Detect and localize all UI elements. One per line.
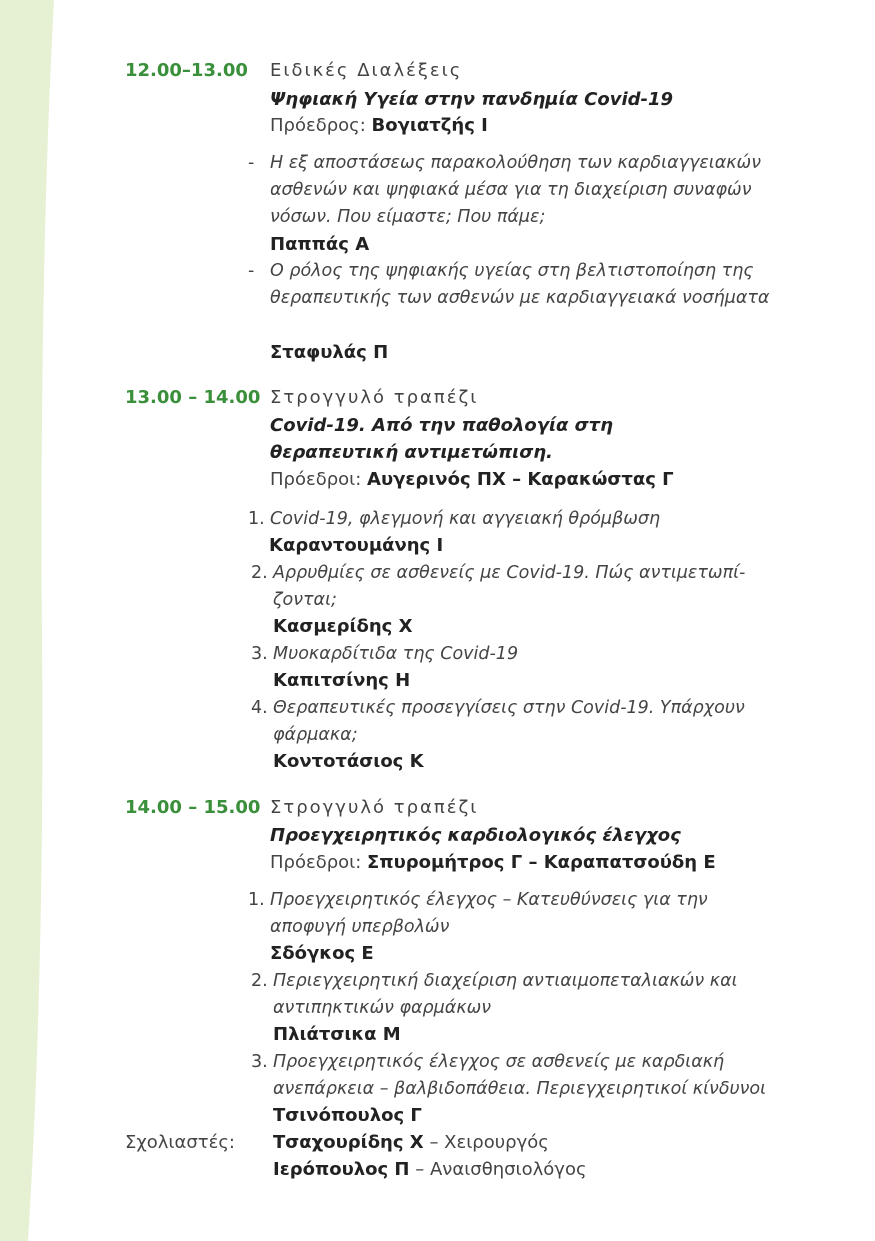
talk-number: 3. — [251, 1052, 268, 1072]
session-title: Προεγχειρητικός καρδιολογικός έλεγχος — [270, 825, 681, 846]
session-type: Ειδικές Διαλέξεις — [270, 60, 463, 81]
session-chair — [270, 469, 674, 490]
talk-number: 2. — [251, 971, 268, 991]
talk-1 — [248, 150, 790, 231]
talk-text: Περιεγχειρητική διαχείριση αντιαιμοπεταλιακών και αντιπηκτικών φαρμάκων — [273, 971, 738, 1018]
session-time: 14.00 – 15.00 — [125, 797, 261, 818]
talk-speaker: Σδόγκος Ε — [270, 943, 374, 964]
talk-text: Η εξ αποστάσεως παρακολούθηση των καρδιαγγειακών ασθενών και ψηφιακά μέσα για τη διαχείριση συναφών νόσων. Που είμαστε; Που πάμε; — [270, 153, 761, 227]
bullet-marker: - — [248, 261, 255, 281]
talk-4 — [251, 695, 783, 749]
commentator — [273, 1132, 549, 1153]
session-type: Στρογγυλό τραπέζι — [270, 797, 479, 818]
talk-1 — [248, 887, 750, 941]
commentator-role: – Αναισθησιολόγος — [415, 1159, 587, 1180]
talk-number: 2. — [251, 563, 268, 583]
talk-speaker: Κοντοτάσιος Κ — [273, 751, 424, 772]
commentator-role: – Χειρουργός — [429, 1132, 549, 1153]
talk-speaker: Κασμερίδης Χ — [273, 616, 413, 637]
talk-speaker: Σταφυλάς Π — [270, 342, 389, 363]
session-time: 13.00 – 14.00 — [125, 387, 261, 408]
talk-number: 4. — [251, 698, 268, 718]
chair-label: Πρόεδρος: — [270, 115, 366, 136]
talk-text: Προεγχειρητικός έλεγχος σε ασθενείς με καρδιακή ανεπάρκεια – βαλβιδοπάθεια. Περιεγχειρητικοί κίνδυνοι — [273, 1052, 767, 1099]
chair-names: Αυγερινός ΠΧ – Καρακώστας Γ — [367, 469, 674, 490]
talk-speaker: Καραντουμάνης Ι — [269, 535, 444, 556]
talk-speaker: Καπιτσίνης Η — [273, 670, 411, 691]
talk-speaker: Πλιάτσικα Μ — [273, 1024, 401, 1045]
talk-2 — [248, 258, 790, 312]
talk-number: 3. — [251, 644, 268, 664]
session-title: Ψηφιακή Υγεία στην πανδημία Covid-19 — [270, 89, 674, 110]
talk-text: Αρρυθμίες σε ασθενείς με Covid-19. Πώς αντιμετωπί-ζονται; — [273, 563, 746, 610]
talk-number: 1. — [248, 890, 265, 910]
talk-2 — [251, 560, 778, 614]
session-title: Covid-19. Από την παθολογία στη θεραπευτική αντιμετώπιση. — [270, 415, 613, 463]
talk-text: Μυοκαρδίτιδα της Covid-19 — [273, 644, 519, 664]
commentator-name: Τσαχουρίδης Χ — [273, 1132, 424, 1153]
talk-number: 1. — [248, 509, 265, 529]
talk-text: Covid-19, φλεγμονή και αγγειακή θρόμβωση — [270, 509, 661, 529]
talk-3 — [251, 1049, 793, 1103]
session-chair — [270, 852, 716, 873]
side-decoration-band — [0, 0, 60, 1241]
talk-3 — [251, 641, 778, 668]
talk-speaker: Τσινόπουλος Γ — [273, 1105, 422, 1126]
commentator — [273, 1159, 587, 1180]
chair-label: Πρόεδροι: — [270, 852, 362, 873]
commentators-label: Σχολιαστές: — [125, 1132, 235, 1153]
talk-text: Προεγχειρητικός έλεγχος – Κατευθύνσεις για την αποφυγή υπερβολών — [270, 890, 708, 937]
session-type: Στρογγυλό τραπέζι — [270, 387, 479, 408]
session-time: 12.00–13.00 — [125, 60, 248, 81]
talk-2 — [251, 968, 778, 1022]
talk-speaker: Παππάς Α — [270, 234, 370, 255]
session-chair — [270, 115, 488, 136]
chair-names: Σπυρομήτρος Γ – Καραπατσούδη Ε — [367, 852, 716, 873]
bullet-marker: - — [248, 153, 255, 173]
talk-text: Θεραπευτικές προσεγγίσεις στην Covid-19. Υπάρχουν φάρμακα; — [273, 698, 745, 745]
talk-text: Ο ρόλος της ψηφιακής υγείας στη βελτιστοποίηση της θεραπευτικής των ασθενών με καρδιαγγειακά νοσήματα — [270, 261, 770, 308]
commentator-name: Ιερόπουλος Π — [273, 1159, 410, 1180]
chair-label: Πρόεδροι: — [270, 469, 362, 490]
chair-names: Βογιατζής Ι — [371, 115, 488, 136]
talk-1 — [248, 506, 770, 533]
